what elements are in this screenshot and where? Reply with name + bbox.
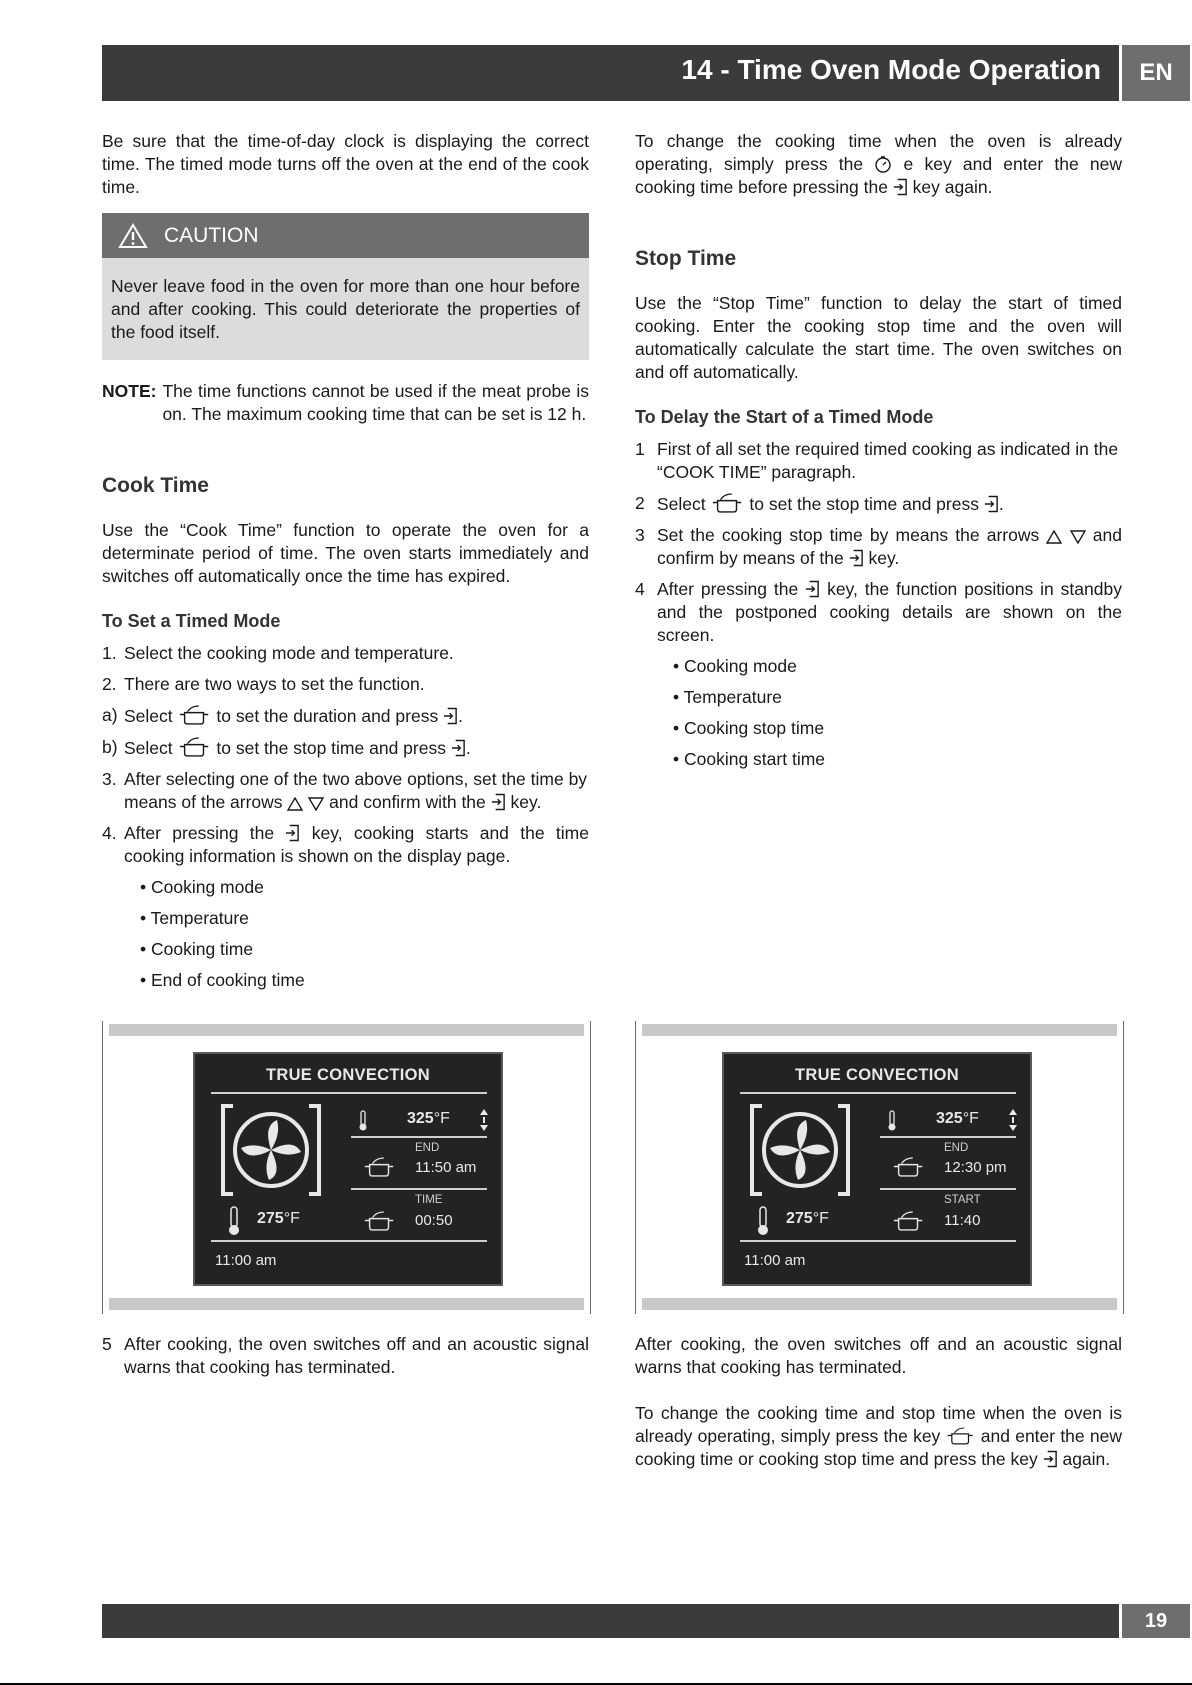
adjust-arrows-icon xyxy=(479,1108,489,1132)
note-text: The time functions cannot be used if the meat probe is on. The maximum cooking time that can be set is 12 h. xyxy=(162,381,589,424)
list-item: • Cooking mode xyxy=(673,656,797,676)
after-cooking-text: After cooking, the oven switches off and an acoustic signal warns that cooking has terminated. xyxy=(635,1334,1122,1377)
caution-box xyxy=(102,213,589,360)
list-item: 2. There are two ways to set the function. xyxy=(102,674,425,694)
end-label: END xyxy=(415,1142,440,1154)
page-title: 14 - Time Oven Mode Operation xyxy=(681,54,1101,85)
page-number: 19 xyxy=(1122,1604,1190,1638)
list-item: • End of cooking time xyxy=(140,970,305,990)
right-intro: To change the cooking time when the oven is already operating, simply press the e key and enter the new cooking time before pressing the key again. xyxy=(635,131,1122,197)
end-pot-icon xyxy=(892,1156,926,1177)
left-column xyxy=(102,130,589,1000)
figure-bottom-bar xyxy=(109,1298,584,1310)
note-label: NOTE: xyxy=(102,381,157,401)
divider xyxy=(880,1136,1016,1138)
end-label: END xyxy=(944,1142,969,1154)
end-pot-icon xyxy=(711,492,745,513)
change-time-text: To change the cooking time and stop time when the oven is already operating, simply press the key and enter the new cooking time or cooking stop time and press the key again. xyxy=(635,1403,1122,1469)
divider xyxy=(740,1092,1016,1094)
end-pot-icon xyxy=(178,736,212,757)
end-pot-icon xyxy=(363,1156,397,1177)
list-item: • Cooking mode xyxy=(140,877,264,897)
enter-key-icon xyxy=(984,495,999,513)
figure-bottom-bar xyxy=(642,1298,1117,1310)
list-item: • Cooking stop time xyxy=(673,718,825,738)
warning-icon xyxy=(118,223,148,249)
current-temperature: 275°F xyxy=(257,1210,300,1227)
enter-key-icon xyxy=(451,739,466,757)
start-time-value: 11:40 xyxy=(944,1212,981,1229)
arrow-up-icon xyxy=(1046,530,1062,544)
adjust-arrows-icon xyxy=(1008,1108,1018,1132)
list-item: • Temperature xyxy=(140,908,249,928)
end-time-value: 11:50 am xyxy=(415,1159,477,1176)
display-figure-cook-time xyxy=(102,1021,591,1314)
display-mode: TRUE CONVECTION xyxy=(794,1066,959,1084)
list-item: 1. Select the cooking mode and temperature. xyxy=(102,643,454,663)
start-label: START xyxy=(944,1194,981,1206)
set-temperature: 325°F xyxy=(407,1110,450,1127)
enter-key-icon xyxy=(1043,1450,1058,1468)
caution-header xyxy=(102,213,589,258)
caution-text: Never leave food in the oven for more than one hour before and after cooking. This could deteriorate the properties of the food itself. xyxy=(111,276,580,342)
start-pot-icon xyxy=(892,1210,926,1231)
enter-key-icon xyxy=(285,824,300,842)
left-intro: Be sure that the time-of-day clock is displaying the correct time. The timed mode turns off the oven at the end of the cook time. xyxy=(102,131,589,197)
time-pot-icon xyxy=(946,1426,976,1445)
stop-time-text: Use the “Stop Time” function to delay the start of timed cooking. Enter the cooking stop time and the oven will automatically calculate the start time. The oven switches on and off automatically. xyxy=(635,293,1122,382)
thermometer-icon xyxy=(357,1110,369,1132)
left-after-figure xyxy=(102,1333,589,1387)
divider xyxy=(880,1188,1016,1190)
time-label: TIME xyxy=(415,1194,443,1206)
list-item: 2 Select to set the stop time and press . xyxy=(635,493,1004,514)
list-item: 4 After pressing the key, the function positions in standby and the postponed cooking details are shown on the screen. xyxy=(635,579,1122,645)
fan-icon xyxy=(219,1104,323,1196)
current-temperature: 275°F xyxy=(786,1210,829,1227)
caution-title: CAUTION xyxy=(164,224,259,247)
list-item: 3 Set the cooking stop time by means the arrows and confirm by means of the key. xyxy=(635,525,1122,568)
divider xyxy=(351,1188,487,1190)
arrow-down-icon xyxy=(308,797,324,811)
list-item: 3. After selecting one of the two above options, set the time by means of the arrows and confirm with the key. xyxy=(102,769,588,812)
duration-value: 00:50 xyxy=(415,1212,453,1229)
list-item: • Cooking time xyxy=(140,939,254,959)
list-item: • Cooking start time xyxy=(673,749,826,769)
fan-icon xyxy=(748,1104,852,1196)
right-column xyxy=(635,130,1122,779)
display-figure-stop-time xyxy=(635,1021,1124,1314)
enter-key-icon xyxy=(849,549,864,567)
set-timed-mode-heading: To Set a Timed Mode xyxy=(102,611,281,631)
figure-top-bar xyxy=(109,1024,584,1036)
timer-icon xyxy=(874,155,892,173)
note xyxy=(102,380,589,426)
enter-key-icon xyxy=(805,580,820,598)
thermometer-icon xyxy=(227,1206,241,1236)
thermometer-icon xyxy=(886,1110,898,1132)
arrow-down-icon xyxy=(1070,530,1086,544)
clock: 11:00 am xyxy=(215,1252,277,1269)
list-item: • Temperature xyxy=(673,687,782,707)
delay-start-steps xyxy=(635,438,1122,771)
arrow-up-icon xyxy=(287,797,303,811)
delay-start-heading: To Delay the Start of a Timed Mode xyxy=(635,407,934,427)
right-after-figure xyxy=(635,1333,1122,1471)
end-time-value: 12:30 pm xyxy=(944,1159,1007,1176)
list-item: 4. After pressing the key, cooking starts and the time cooking information is shown on the display page. xyxy=(102,823,589,866)
list-item: a) Select to set the duration and press . xyxy=(102,705,463,726)
enter-key-icon xyxy=(491,793,506,811)
oven-display xyxy=(193,1052,503,1286)
set-temperature: 325°F xyxy=(936,1110,979,1127)
display-mode: TRUE CONVECTION xyxy=(265,1066,430,1084)
list-item: 1 First of all set the required timed cooking as indicated in the “COOK TIME” paragraph. xyxy=(635,439,1119,482)
cook-time-text: Use the “Cook Time” function to operate the oven for a determinate period of time. The oven starts immediately and switches off automatically once the time has expired. xyxy=(102,520,589,586)
figure-top-bar xyxy=(642,1024,1117,1036)
enter-key-icon xyxy=(893,178,908,196)
divider xyxy=(740,1240,1016,1242)
stop-time-heading: Stop Time xyxy=(635,247,737,270)
cook-time-heading: Cook Time xyxy=(102,474,209,497)
list-item: b) Select to set the stop time and press . xyxy=(102,737,471,758)
footer-bar xyxy=(102,1604,1119,1638)
header-bar xyxy=(102,45,1119,101)
thermometer-icon xyxy=(756,1206,770,1236)
divider xyxy=(351,1136,487,1138)
set-timed-mode-steps xyxy=(102,642,589,992)
list-item: 5 After cooking, the oven switches off and an acoustic signal warns that cooking has terminated. xyxy=(102,1334,589,1377)
clock: 11:00 am xyxy=(744,1252,806,1269)
time-pot-icon xyxy=(363,1210,397,1231)
oven-display xyxy=(722,1052,1032,1286)
time-pot-icon xyxy=(178,704,212,725)
divider xyxy=(211,1092,487,1094)
language-badge: EN xyxy=(1122,45,1190,101)
enter-key-icon xyxy=(443,707,458,725)
divider xyxy=(211,1240,487,1242)
